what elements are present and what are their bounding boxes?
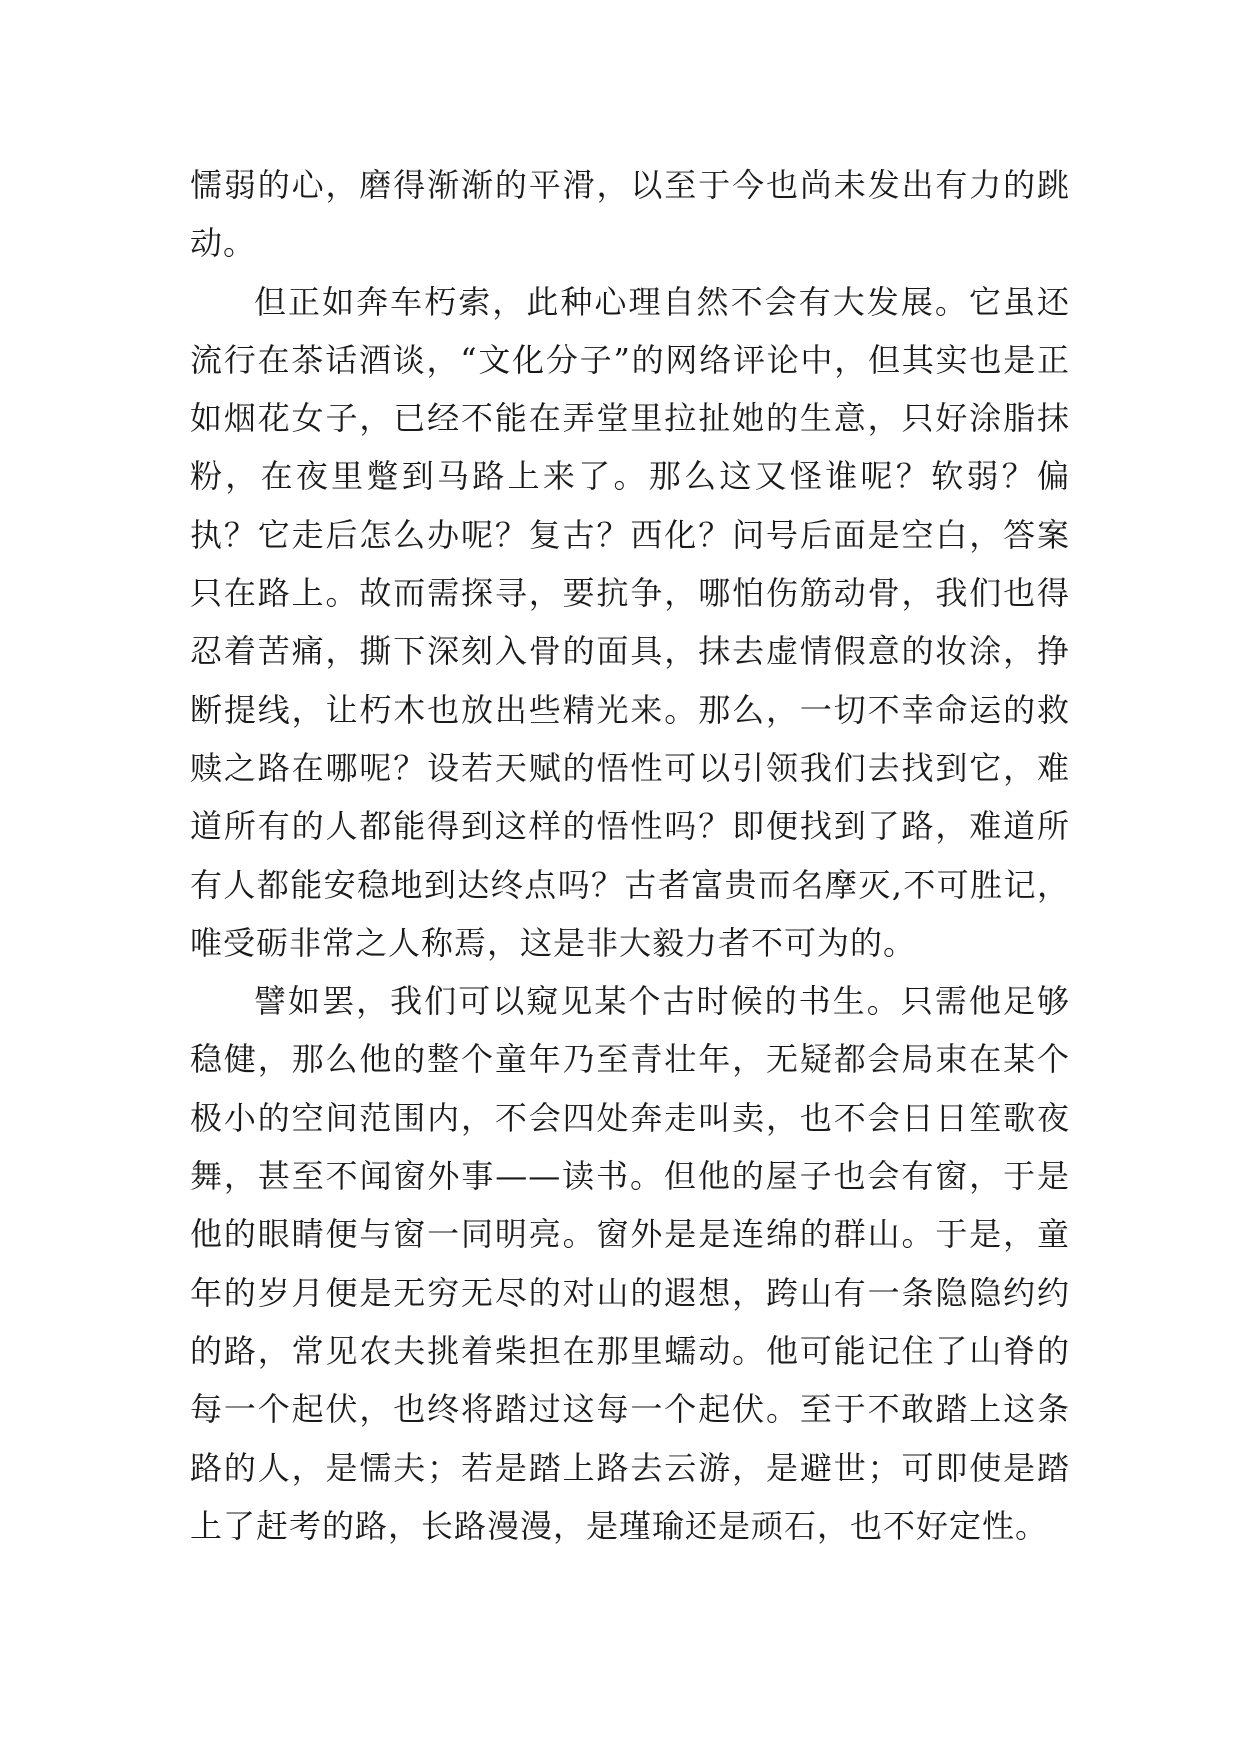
body-text [190, 156, 1070, 1555]
paragraph-1: 懦弱的心，磨得渐渐的平滑，以至于今也尚未发出有力的跳动。 [190, 166, 1070, 263]
paragraph-2: 但正如奔车朽索，此种心理自然不会有大发展。它虽还流行在茶话酒谈，“文化分子”的网络评论中，但其实也是正如烟花女子，已经不能在弄堂里拉扯她的生意，只好涂脂抹粉，在夜里蹩到马路上来了。那么这又怪谁呢？软弱？偏执？它走后怎么办呢？复古？西化？问号后面是空白，答案只在路上。故而需探寻，要抗争，哪怕伤筋动骨，我们也得忍着苦痛，撕下深刻入骨的面具，抹去虚情假意的妆涂，挣断提线，让朽木也放出些精光来。那么，一切不幸命运的救赎之路在哪呢？设若天赋的悟性可以引领我们去找到它，难道所有的人都能得到这样的悟性吗？即便找到了路，难道所有人都能安稳地到达终点吗？古者富贵而名摩灭,不可胜记，唯受砺非常之人称焉，这是非大毅力者不可为的。 [190, 282, 1070, 962]
paragraph-3: 譬如罢，我们可以窥见某个古时候的书生。只需他足够稳健，那么他的整个童年乃至青壮年，无疑都会局束在某个极小的空间范围内，不会四处奔走叫卖，也不会日日笙歌夜舞，甚至不闻窗外事——读书。但他的屋子也会有窗，于是他的眼睛便与窗一同明亮。窗外是是连绵的群山。于是，童年的岁月便是无穷无尽的对山的遐想，跨山有一条隐隐约约的路，常见农夫挑着柴担在那里蠕动。他可能记住了山脊的每一个起伏，也终将踏过这每一个起伏。至于不敢踏上这条路的人，是懦夫；若是踏上路去云游，是避世；可即使是踏上了赶考的路，长路漫漫，是瑾瑜还是顽石，也不好定性。 [190, 982, 1070, 1545]
